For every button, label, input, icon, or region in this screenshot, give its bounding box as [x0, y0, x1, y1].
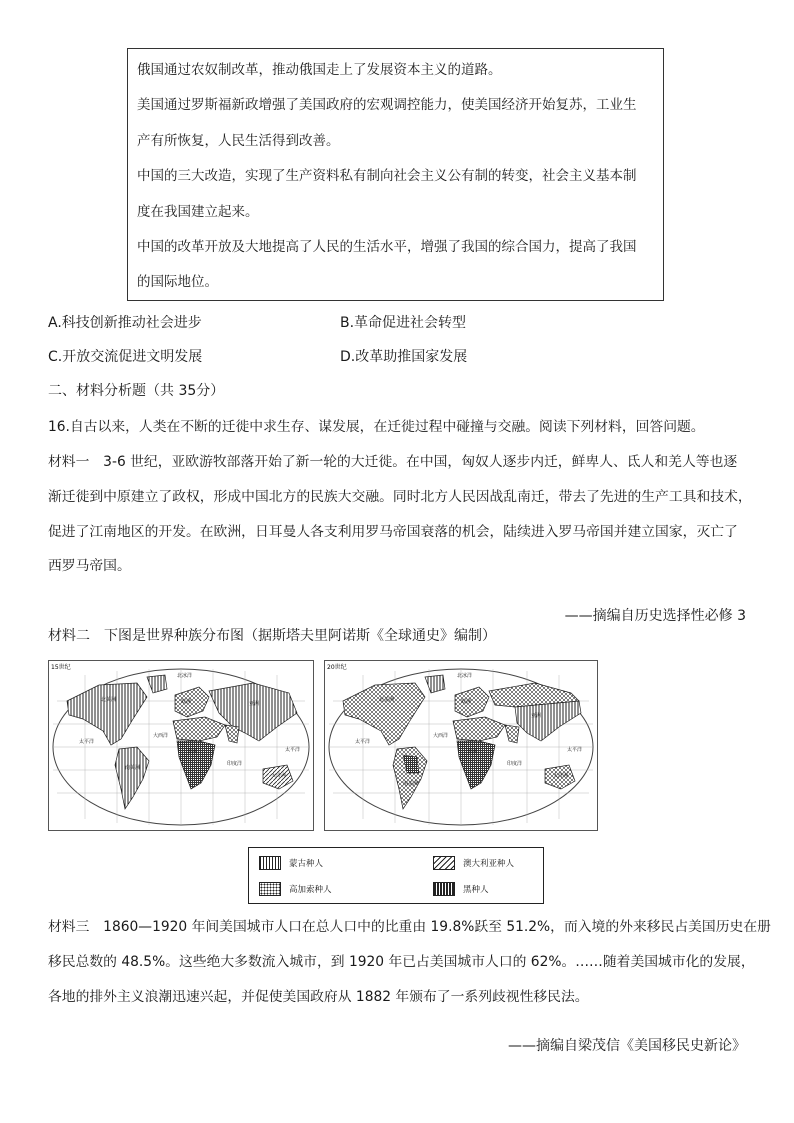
material1-line: 促进了江南地区的开发。在欧洲，日耳曼人各支利用罗马帝国衰落的机会，陆续进入罗马帝国并建立国家，灭亡了	[48, 524, 738, 540]
svg-text:太平洋: 太平洋	[79, 739, 95, 745]
map-caption: 20世纪	[327, 664, 347, 671]
option-a[interactable]: A.科技创新推动社会进步	[48, 315, 202, 331]
material3-line: 移民总数的 48.5%。这些绝大多数流入城市，到 1920 年已占美国城市人口的 62%。……随着美国城市化的发展，	[48, 954, 755, 970]
svg-text:大西洋: 大西洋	[433, 733, 449, 739]
material-box	[127, 48, 664, 301]
svg-text:欧洲: 欧洲	[461, 699, 472, 705]
box-line: 美国通过罗斯福新政增强了美国政府的宏观调控能力，使美国经济开始复苏，工业生	[137, 97, 637, 113]
svg-text:北冰洋: 北冰洋	[457, 673, 473, 679]
swatch-diagonal-lines	[433, 856, 455, 870]
box-line: 中国的三大改造，实现了生产资料私有制向社会主义公有制的转变，社会主义基本制	[137, 168, 637, 184]
svg-text:北美洲: 北美洲	[379, 697, 395, 703]
svg-text:非洲: 非洲	[467, 749, 478, 755]
swatch-dots	[259, 882, 281, 896]
box-line: 中国的改革开放及大地提高了人民的生活水平，增强了我国的综合国力，提高了我国	[137, 239, 637, 255]
option-d[interactable]: D.改革助推国家发展	[340, 349, 468, 365]
map-legend	[248, 847, 544, 904]
legend-label: 澳大利亚种人	[463, 859, 515, 869]
box-line: 俄国通过农奴制改革，推动俄国走上了发展资本主义的道路。	[137, 62, 502, 78]
box-line: 度在我国建立起来。	[137, 204, 259, 220]
svg-text:印度洋: 印度洋	[507, 761, 523, 767]
material1-line: 渐迁徙到中原建立了政权，形成中国北方的民族大交融。同时北方人民因战乱南迁，带去了先进的生产工具和技术，	[48, 489, 752, 505]
svg-text:太平洋: 太平洋	[285, 747, 301, 753]
option-c[interactable]: C.开放交流促进文明发展	[48, 349, 203, 365]
svg-text:太平洋: 太平洋	[355, 739, 371, 745]
world-map-20th-century	[324, 660, 598, 831]
svg-text:南美洲: 南美洲	[125, 765, 141, 771]
box-line: 的国际地位。	[137, 274, 218, 290]
question-intro: 16.自古以来，人类在不断的迁徙中求生存、谋发展，在迁徙过程中碰撞与交融。阅读下列材料，回答问题。	[48, 419, 705, 435]
svg-text:大洋洲: 大洋洲	[553, 773, 569, 779]
swatch-dense-hatch	[433, 882, 455, 896]
legend-label: 高加索种人	[289, 885, 332, 895]
svg-text:印度洋: 印度洋	[227, 761, 243, 767]
legend-label: 黑种人	[463, 885, 489, 895]
svg-text:大洋洲: 大洋洲	[271, 773, 287, 779]
svg-text:大西洋: 大西洋	[153, 733, 169, 739]
svg-text:南美洲: 南美洲	[403, 781, 419, 787]
legend-label: 蒙古种人	[289, 859, 324, 869]
svg-text:亚洲: 亚洲	[531, 713, 542, 719]
material3-line: 各地的排外主义浪潮迅速兴起，并促使美国政府从 1882 年颁布了一系列歧视性移民法。	[48, 989, 589, 1005]
svg-text:欧洲: 欧洲	[181, 699, 192, 705]
material1-source: ——摘编自历史选择性必修 3	[564, 608, 746, 624]
material1-line: 材料一 3-6 世纪，亚欧游牧部落开始了新一轮的大迁徙。在中国，匈奴人逐步内迁，鲜卑人、氐人和羌人等也逐	[48, 454, 738, 470]
svg-text:北冰洋: 北冰洋	[177, 673, 193, 679]
material3-line: 材料三 1860—1920 年间美国城市人口在总人口中的比重由 19.8%跃至 51.2%，而入境的外来移民占美国历史在册	[48, 919, 771, 935]
material2-title: 材料二 下图是世界种族分布图（据斯塔夫里阿诺斯《全球通史》编制）	[48, 628, 496, 644]
material1-line: 西罗马帝国。	[48, 558, 131, 574]
world-map-15th-century	[48, 660, 314, 831]
svg-text:亚洲: 亚洲	[249, 701, 260, 707]
material3-source: ——摘编自梁茂信《美国移民史新论》	[508, 1038, 746, 1054]
svg-text:北美洲: 北美洲	[101, 697, 117, 703]
svg-text:太平洋: 太平洋	[567, 747, 583, 753]
section-title: 二、材料分析题（共 35分）	[48, 383, 225, 399]
swatch-vertical-lines	[259, 856, 281, 870]
svg-text:非洲: 非洲	[187, 749, 198, 755]
option-b[interactable]: B.革命促进社会转型	[340, 315, 467, 331]
box-line: 产有所恢复，人民生活得到改善。	[137, 133, 340, 149]
map-caption: 15世纪	[51, 664, 71, 671]
